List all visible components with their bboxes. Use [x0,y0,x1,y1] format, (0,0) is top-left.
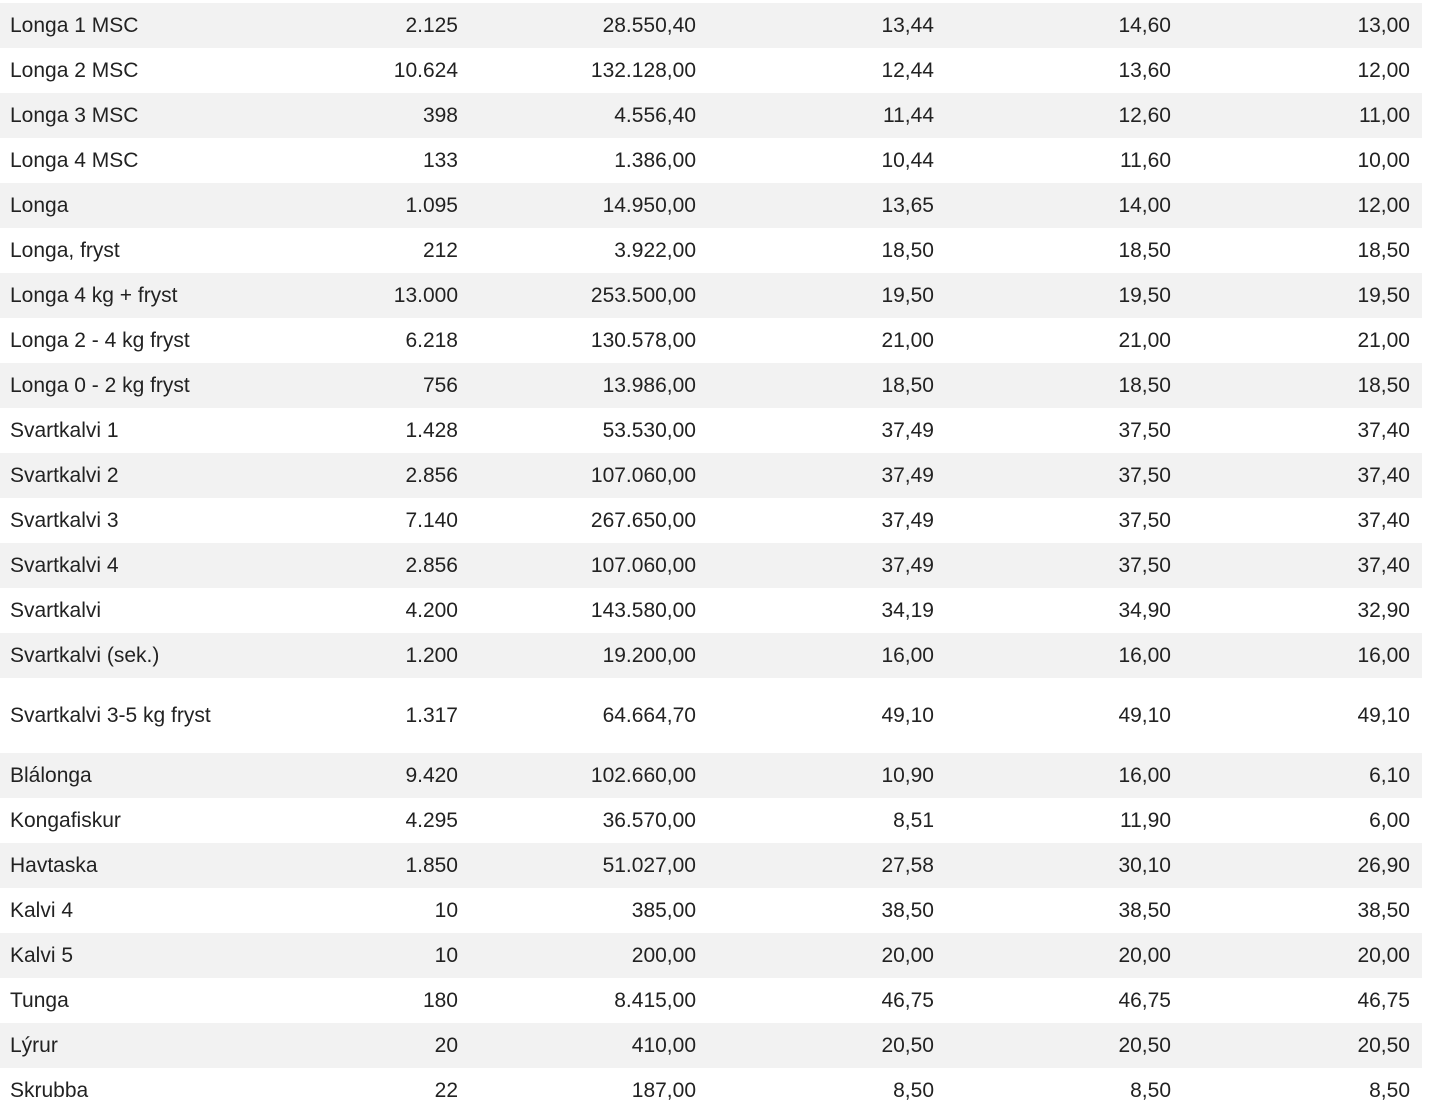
total-value: 130.578,00 [590,328,696,352]
species-name: Longa 1 MSC [10,13,139,37]
average-price: 10,90 [881,763,934,787]
table-row [0,888,1422,933]
average-price: 38,50 [881,898,934,922]
table-row [0,843,1422,888]
species-name: Kalvi 5 [10,943,74,967]
quantity: 2.125 [405,13,458,37]
table-row [0,978,1422,1023]
table-row [0,93,1422,138]
average-price: 18,50 [881,373,934,397]
min-price: 10,00 [1357,148,1410,172]
species-name: Longa [10,193,69,217]
min-price: 49,10 [1357,703,1410,727]
table-row [0,1068,1422,1113]
species-name: Longa 3 MSC [10,103,139,127]
min-price: 8,50 [1369,1078,1410,1102]
max-price: 8,50 [1130,1078,1171,1102]
average-price: 8,51 [893,808,934,832]
price-table-body [0,3,1422,1113]
max-price: 34,90 [1118,598,1171,622]
average-price: 8,50 [893,1078,934,1102]
min-price: 46,75 [1357,988,1410,1012]
table-row [0,498,1422,543]
min-price: 12,00 [1357,193,1410,217]
quantity: 4.295 [405,808,458,832]
min-price: 21,00 [1357,328,1410,352]
min-price: 37,40 [1357,463,1410,487]
max-price: 11,60 [1120,148,1171,172]
quantity: 10 [434,943,458,967]
species-name: Svartkalvi 2 [10,463,119,487]
quantity: 10.624 [393,58,458,82]
max-price: 12,60 [1118,103,1171,127]
average-price: 34,19 [881,598,934,622]
total-value: 28.550,40 [602,13,696,37]
max-price: 38,50 [1118,898,1171,922]
max-price: 49,10 [1118,703,1171,727]
average-price: 37,49 [881,418,934,442]
average-price: 37,49 [881,508,934,532]
min-price: 12,00 [1357,58,1410,82]
table-row [0,678,1422,753]
total-value: 267.650,00 [590,508,696,532]
total-value: 36.570,00 [602,808,696,832]
max-price: 20,50 [1118,1033,1171,1057]
average-price: 12,44 [881,58,934,82]
min-price: 38,50 [1357,898,1410,922]
max-price: 46,75 [1118,988,1171,1012]
average-price: 46,75 [881,988,934,1012]
table-row [0,633,1422,678]
max-price: 14,00 [1118,193,1171,217]
species-name: Svartkalvi 4 [10,553,119,577]
quantity: 398 [422,103,458,127]
max-price: 16,00 [1118,643,1171,667]
table-row [0,798,1422,843]
table-row [0,1023,1422,1068]
total-value: 51.027,00 [602,853,696,877]
species-name: Longa 2 MSC [10,58,139,82]
quantity: 9.420 [405,763,458,787]
average-price: 19,50 [881,283,934,307]
table-row [0,183,1422,228]
quantity: 756 [422,373,458,397]
average-price: 20,00 [881,943,934,967]
quantity: 7.140 [405,508,458,532]
table-row [0,138,1422,183]
max-price: 14,60 [1118,13,1171,37]
total-value: 3.922,00 [614,238,696,262]
species-name: Svartkalvi 3-5 kg fryst [10,703,211,727]
total-value: 64.664,70 [602,703,696,727]
max-price: 18,50 [1118,373,1171,397]
average-price: 21,00 [881,328,934,352]
table-row [0,363,1422,408]
total-value: 107.060,00 [590,553,696,577]
total-value: 143.580,00 [590,598,696,622]
total-value: 19.200,00 [602,643,696,667]
max-price: 21,00 [1118,328,1171,352]
max-price: 30,10 [1118,853,1171,877]
average-price: 37,49 [881,553,934,577]
species-name: Kalvi 4 [10,898,74,922]
species-name: Longa 2 - 4 kg fryst [10,328,190,352]
total-value: 8.415,00 [614,988,696,1012]
species-name: Longa 4 kg + fryst [10,283,178,307]
min-price: 37,40 [1357,508,1410,532]
min-price: 20,00 [1357,943,1410,967]
max-price: 18,50 [1118,238,1171,262]
quantity: 20 [434,1033,458,1057]
table-row [0,408,1422,453]
min-price: 6,10 [1369,763,1410,787]
total-value: 187,00 [631,1078,696,1102]
species-name: Longa, fryst [10,238,120,262]
table-row [0,543,1422,588]
average-price: 11,44 [883,103,934,127]
average-price: 13,65 [881,193,934,217]
min-price: 37,40 [1357,553,1410,577]
quantity: 2.856 [405,553,458,577]
max-price: 13,60 [1118,58,1171,82]
quantity: 2.856 [405,463,458,487]
average-price: 27,58 [881,853,934,877]
species-name: Lýrur [10,1033,58,1057]
min-price: 20,50 [1357,1033,1410,1057]
min-price: 16,00 [1357,643,1410,667]
average-price: 37,49 [881,463,934,487]
table-row [0,453,1422,498]
average-price: 49,10 [881,703,934,727]
average-price: 16,00 [881,643,934,667]
table-row [0,753,1422,798]
total-value: 385,00 [631,898,696,922]
min-price: 11,00 [1359,103,1410,127]
species-name: Skrubba [10,1078,89,1102]
min-price: 32,90 [1357,598,1410,622]
quantity: 1.850 [405,853,458,877]
table-row [0,318,1422,363]
species-name: Svartkalvi 3 [10,508,119,532]
total-value: 410,00 [631,1033,696,1057]
quantity: 1.317 [405,703,458,727]
total-value: 1.386,00 [614,148,696,172]
min-price: 18,50 [1357,238,1410,262]
quantity: 4.200 [405,598,458,622]
max-price: 19,50 [1118,283,1171,307]
species-name: Tunga [10,988,69,1012]
quantity: 1.200 [405,643,458,667]
table-row [0,273,1422,318]
min-price: 37,40 [1357,418,1410,442]
species-name: Havtaska [10,853,98,877]
max-price: 37,50 [1118,418,1171,442]
table-row [0,588,1422,633]
min-price: 19,50 [1357,283,1410,307]
min-price: 26,90 [1357,853,1410,877]
quantity: 1.428 [405,418,458,442]
average-price: 20,50 [881,1033,934,1057]
quantity: 6.218 [405,328,458,352]
quantity: 13.000 [393,283,458,307]
quantity: 22 [434,1078,458,1102]
max-price: 37,50 [1118,553,1171,577]
quantity: 1.095 [405,193,458,217]
min-price: 13,00 [1357,13,1410,37]
table-row [0,3,1422,48]
min-price: 6,00 [1369,808,1410,832]
quantity: 133 [422,148,458,172]
total-value: 253.500,00 [590,283,696,307]
total-value: 132.128,00 [590,58,696,82]
total-value: 14.950,00 [602,193,696,217]
total-value: 53.530,00 [602,418,696,442]
species-name: Svartkalvi (sek.) [10,643,160,667]
average-price: 10,44 [881,148,934,172]
total-value: 102.660,00 [590,763,696,787]
species-name: Kongafiskur [10,808,121,832]
max-price: 16,00 [1118,763,1171,787]
max-price: 37,50 [1118,508,1171,532]
max-price: 20,00 [1118,943,1171,967]
average-price: 18,50 [881,238,934,262]
quantity: 212 [422,238,458,262]
quantity: 10 [434,898,458,922]
species-name: Blálonga [10,763,92,787]
min-price: 18,50 [1357,373,1410,397]
average-price: 13,44 [881,13,934,37]
total-value: 200,00 [631,943,696,967]
table-row [0,933,1422,978]
total-value: 4.556,40 [614,103,696,127]
table-row [0,48,1422,93]
table-row [0,228,1422,273]
total-value: 107.060,00 [590,463,696,487]
species-name: Longa 0 - 2 kg fryst [10,373,190,397]
species-name: Svartkalvi 1 [10,418,119,442]
max-price: 37,50 [1118,463,1171,487]
species-name: Longa 4 MSC [10,148,139,172]
price-table [0,3,1422,1113]
species-name: Svartkalvi [10,598,102,622]
total-value: 13.986,00 [602,373,696,397]
quantity: 180 [422,988,458,1012]
max-price: 11,90 [1120,808,1171,832]
